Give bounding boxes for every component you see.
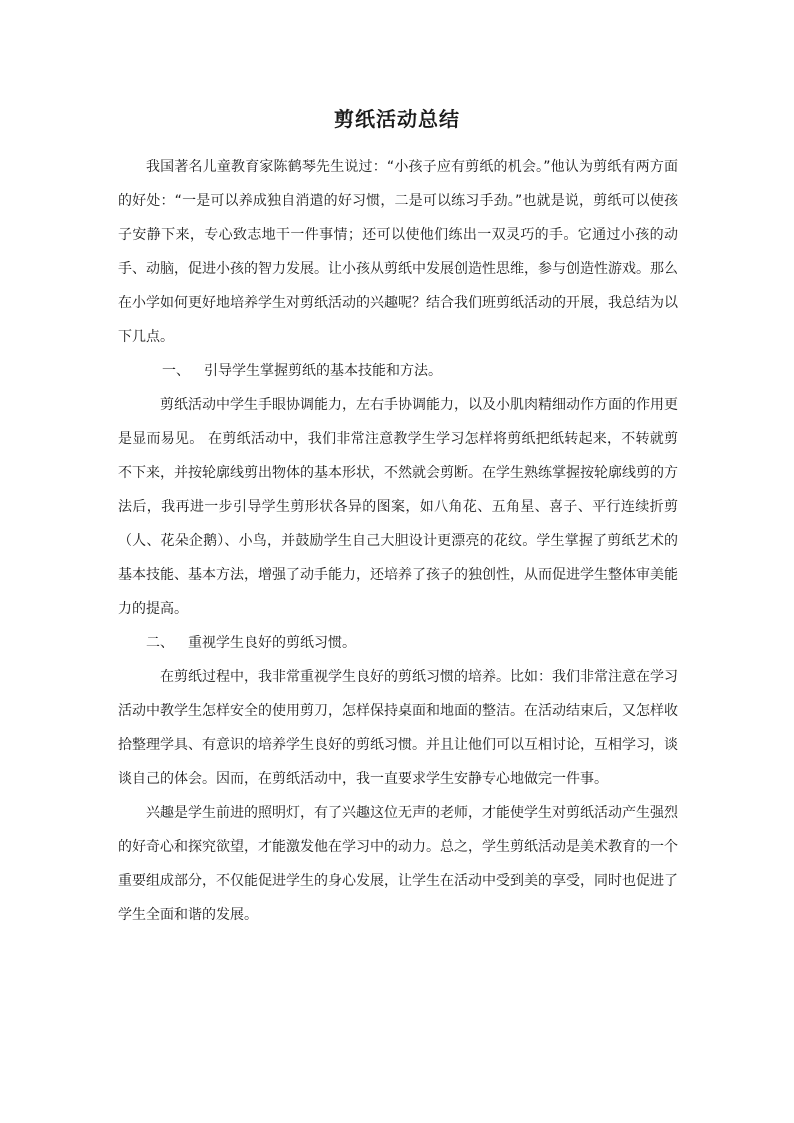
section-heading-text-1: 引导学生掌握剪纸的基本技能和方法。 <box>204 363 442 379</box>
intro-paragraph: 我国著名儿童教育家陈鹤琴先生说过：“小孩子应有剪纸的机会。”他认为剪纸有两方面的好处：“一是可以养成独自消遣的好习惯，二是可以练习手劲。”也就是说，剪纸可以使孩子安静下来，专心致志地干一件事情；还可以使他们练出一双灵巧的手。它通过小孩的动手、动脑，促进小孩的智力发展。让小孩从剪纸中发展创造性思维，参与创造性游戏。那么在小学如何更好地培养学生对剪纸活动的兴趣呢？结合我们班剪纸活动的开展，我总结为以下几点。 <box>118 159 678 345</box>
section-heading-2 <box>118 626 678 660</box>
document-body <box>118 150 678 932</box>
document-title: 剪纸活动总结 <box>334 107 460 131</box>
section-heading-1 <box>118 354 678 388</box>
closing-paragraph: 兴趣是学生前进的照明灯，有了兴趣这位无声的老师，才能使学生对剪纸活动产生强烈的好奇心和探究欲望，才能激发他在学习中的动力。总之，学生剪纸活动是美术教育的一个重要组成部分，不仅能促进学生的身心发展，让学生在活动中受到美的享受，同时也促进了学生全面和谐的发展。 <box>118 805 678 923</box>
section-number-1: 一、 <box>162 363 190 379</box>
section-number-2: 二、 <box>146 635 174 651</box>
section-heading-text-2: 重视学生良好的剪纸习惯。 <box>188 635 356 651</box>
section-paragraph-1: 剪纸活动中学生手眼协调能力，左右手协调能力，以及小肌肉精细动作方面的作用更是显而易见。 在剪纸活动中，我们非常注意教学生学习怎样将剪纸把纸转起来，不转就剪不下来，并按轮廓线剪出物体的基本形状，不然就会剪断。在学生熟练掌握按轮廓线剪的方法后，我再进一步引导学生剪形状各异的图案，如八角花、五角星、喜子、平行连续折剪（人、花朵企鹅）、小鸟，并鼓励学生自己大胆设计更漂亮的花纹。学生掌握了剪纸艺术的基本技能、基本方法，增强了动手能力，还培养了孩子的独创性，从而促进学生整体审美能力的提高。 <box>118 397 678 617</box>
section-paragraph-2: 在剪纸过程中，我非常重视学生良好的剪纸习惯的培养。比如：我们非常注意在学习活动中教学生怎样安全的使用剪刀，怎样保持桌面和地面的整洁。在活动结束后，又怎样收拾整理学具、有意识的培养学生良好的剪纸习惯。并且让他们可以互相讨论，互相学习，谈谈自己的体会。因而，在剪纸活动中，我一直要求学生安静专心地做完一件事。 <box>118 669 678 787</box>
